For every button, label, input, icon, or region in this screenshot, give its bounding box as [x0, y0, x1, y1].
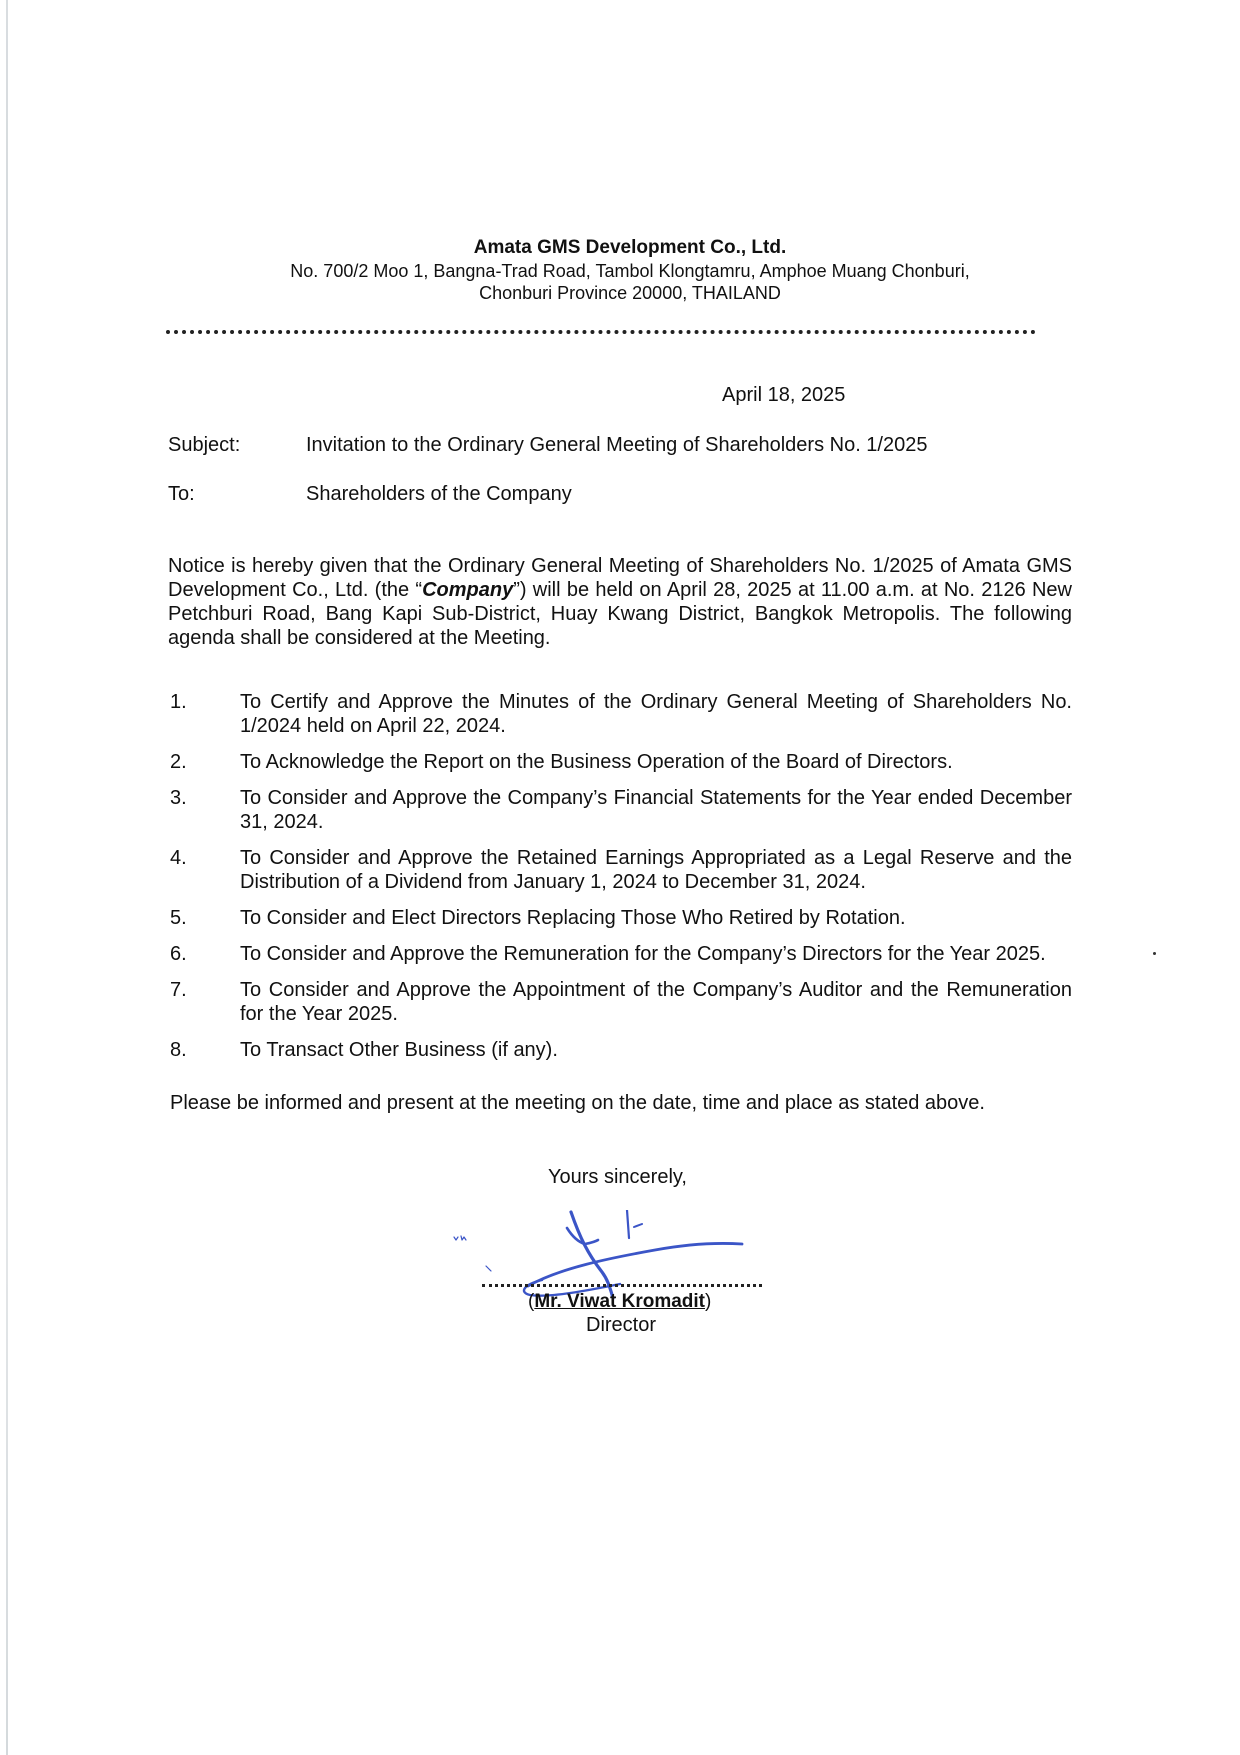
agenda-item-text: To Consider and Approve the Remuneration for the Company’s Directors for the Year 2025.	[240, 943, 1046, 965]
agenda-item	[168, 750, 1072, 774]
agenda-item	[168, 786, 1072, 834]
letter-date: April 18, 2025	[722, 384, 846, 406]
agenda-item-text: To Certify and Approve the Minutes of the Ordinary General Meeting of Shareholders No. 1/2024 held on April 22, 2024.	[240, 691, 1072, 737]
agenda-item	[168, 1038, 1072, 1062]
agenda-item-number: 5.	[170, 907, 187, 929]
signer-name: Mr. Viwat Kromadit	[534, 1291, 706, 1312]
agenda-item-number: 6.	[170, 943, 187, 965]
agenda-item-number: 3.	[170, 787, 187, 809]
to-value: Shareholders of the Company	[306, 483, 572, 505]
agenda-item-text: To Consider and Approve the Appointment of the Company’s Auditor and the Remuneration for the Year 2025.	[240, 979, 1072, 1025]
agenda-item	[168, 846, 1072, 894]
letterhead-divider	[166, 330, 1036, 334]
agenda-item-number: 7.	[170, 979, 187, 1001]
subject-label: Subject:	[168, 434, 241, 456]
notice-text-part-1: Notice is hereby given that the Ordinary General Meeting of Shareholders No. 1/2025 of Amata GMS Development Co., Ltd. (the “	[168, 555, 1072, 601]
agenda-item	[168, 690, 1072, 738]
notice-paragraph	[168, 554, 1072, 650]
agenda-item-number: 4.	[170, 847, 187, 869]
agenda-list	[168, 690, 1072, 1074]
agenda-item-text: To Acknowledge the Report on the Business Operation of the Board of Directors.	[240, 751, 953, 773]
to-label: To:	[168, 483, 195, 505]
subject-value: Invitation to the Ordinary General Meeting of Shareholders No. 1/2025	[306, 434, 928, 456]
company-address-line-2: Chonburi Province 20000, THAILAND	[479, 283, 781, 303]
letterhead	[0, 236, 1240, 304]
agenda-item-number: 8.	[170, 1039, 187, 1061]
agenda-item	[168, 978, 1072, 1026]
signer-close-paren: )	[705, 1291, 712, 1312]
agenda-item-text: To Consider and Approve the Retained Earnings Appropriated as a Legal Reserve and the Distribution of a Dividend from January 1, 2024 to December 31, 2024.	[240, 847, 1072, 893]
notice-text-part-2: ”) will be held on April 28, 2025 at 11.00 a.m. at No. 2126 New Petchburi Road, Bang Kapi Sub-District, Huay Kwang District, Bangkok Metropolis. The following agenda shall be considered at the Meeting.	[168, 579, 1072, 649]
notice-company-emphasis: Company	[422, 579, 514, 601]
valediction: Yours sincerely,	[548, 1166, 687, 1188]
agenda-item-number: 2.	[170, 751, 187, 773]
agenda-item-number: 1.	[170, 691, 187, 713]
signer-name-line	[528, 1291, 711, 1313]
company-name: Amata GMS Development Co., Ltd.	[473, 237, 787, 258]
signer-open-paren: (	[528, 1291, 535, 1312]
agenda-item-text: To Transact Other Business (if any).	[240, 1039, 558, 1061]
closing-sentence: Please be informed and present at the meeting on the date, time and place as stated above.	[170, 1092, 985, 1114]
agenda-item	[168, 906, 1072, 930]
agenda-item-text: To Consider and Elect Directors Replacing Those Who Retired by Rotation.	[240, 907, 906, 929]
scan-speck	[1153, 952, 1156, 955]
company-address-line-1: No. 700/2 Moo 1, Bangna-Trad Road, Tambol Klongtamru, Amphoe Muang Chonburi,	[290, 261, 970, 281]
agenda-item	[168, 942, 1072, 966]
agenda-item-text: To Consider and Approve the Company’s Financial Statements for the Year ended December 31, 2024.	[240, 787, 1072, 833]
signer-title: Director	[586, 1314, 657, 1336]
signature-line	[482, 1284, 762, 1287]
